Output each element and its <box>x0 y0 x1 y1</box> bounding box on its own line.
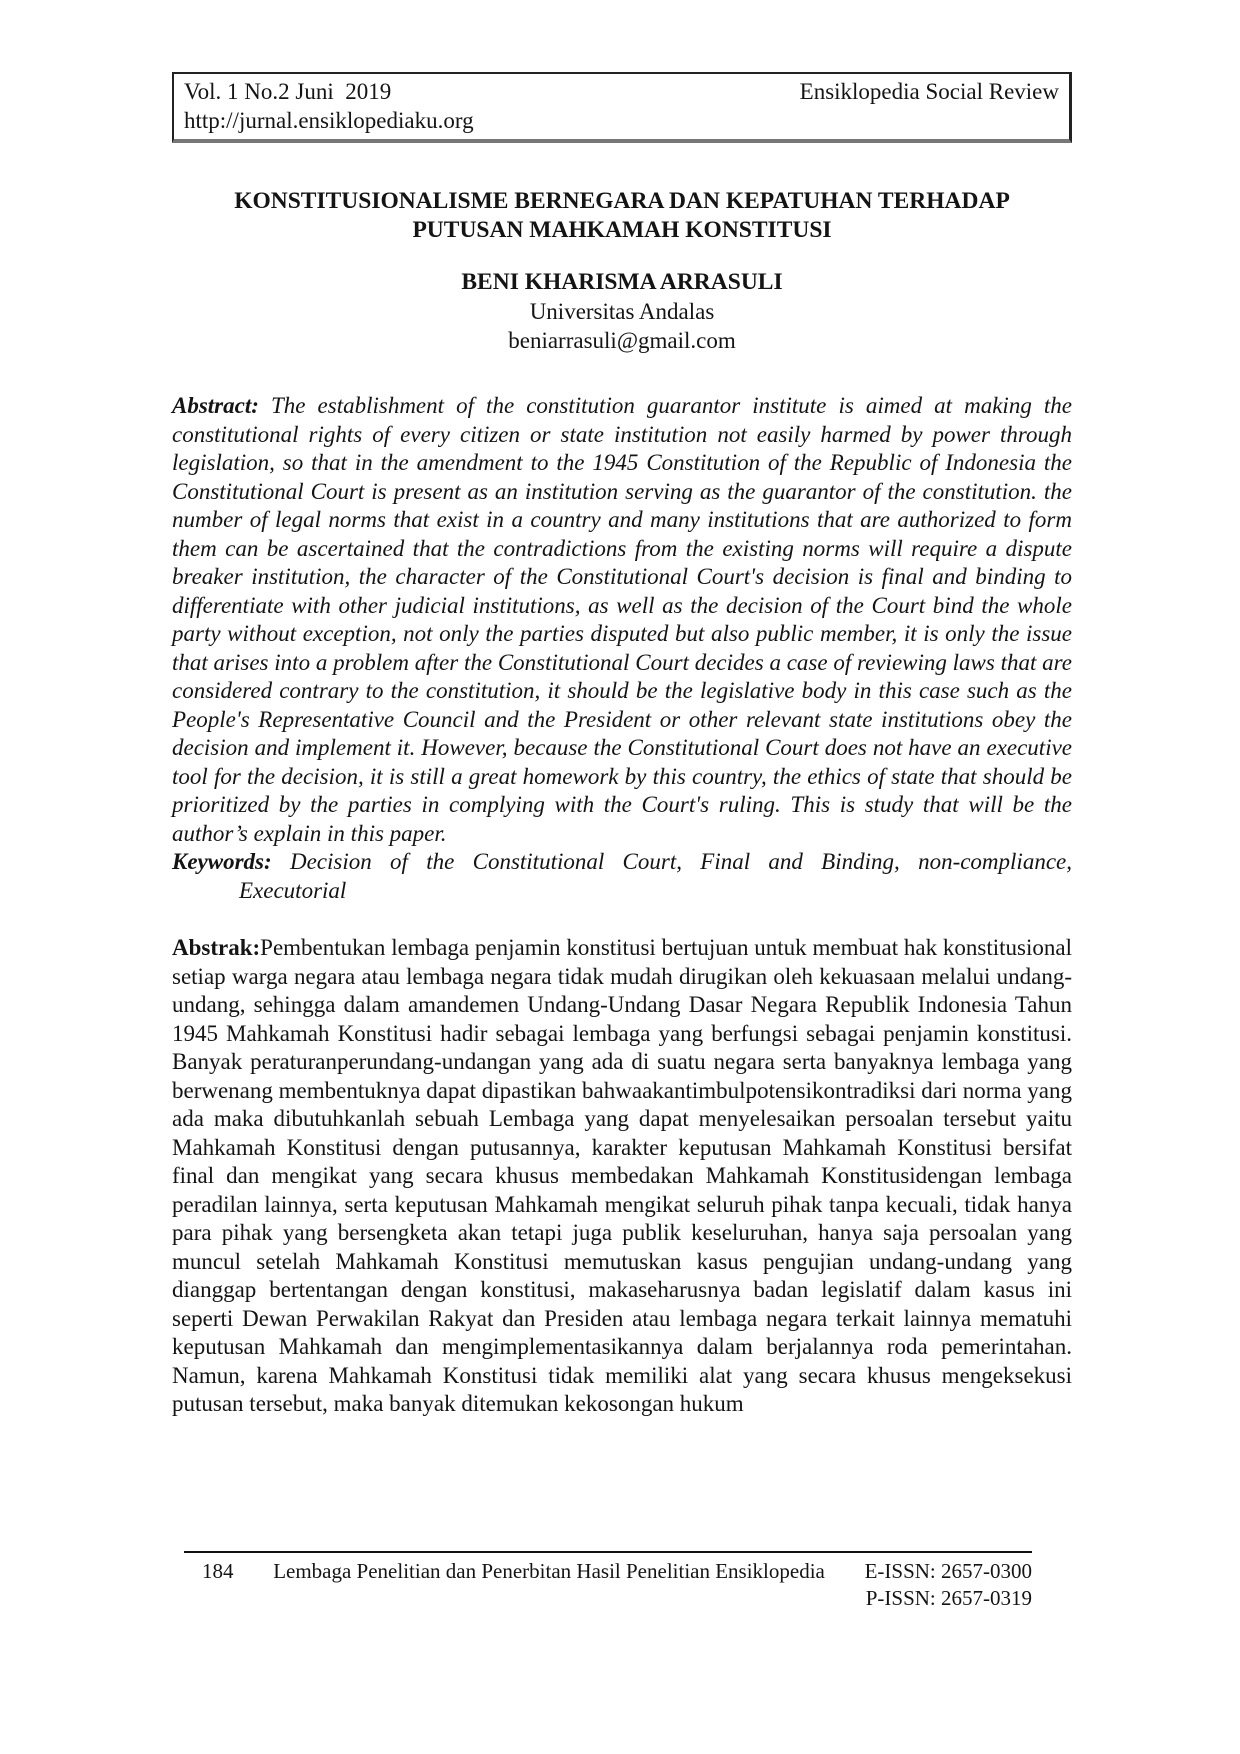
author-block <box>172 268 1072 355</box>
document-page <box>172 0 1072 1419</box>
abstrak-label: Abstrak: <box>172 935 261 960</box>
e-issn: E-ISSN: 2657-0300 <box>864 1559 1032 1583</box>
article-title-line1: KONSTITUSIONALISME BERNEGARA DAN KEPATUHAN TERHADAP <box>234 188 1010 214</box>
abstract-paragraph <box>172 392 1072 848</box>
footer-row <box>184 1553 1032 1612</box>
abstrak-text: Pembentukan lembaga penjamin konstitusi bertujuan untuk membuat hak konstitusional setiap warga negara atau lembaga negara tidak mudah dirugikan oleh kekuasaan melalui undang-undang, sehingga dalam amandemen Undang-Undang Dasar Negara Republik Indonesia Tahun 1945 Mahkamah Konstitusi hadir sebagai lembaga yang berfungsi sebagai penjamin konstitusi. Banyak peraturanperundang-undangan yang ada di suatu negara serta banyaknya lembaga yang berwenang membentuknya dapat dipastikan bahwaakantimbulpotensikontradiksi dari norma yang ada maka dibutuhkanlah sebuah Lembaga yang dapat menyelesaikan persoalan tersebut yaitu Mahkamah Konstitusi dengan putusannya, karakter keputusan Mahkamah Konstitusi bersifat final dan mengikat yang secara khusus membedakan Mahkamah Konstitusidengan lembaga peradilan lainnya, serta keputusan Mahkamah mengikat seluruh pihak tanpa kecuali, tidak hanya para pihak yang bersengketa akan tetapi juga publik keseluruhan, hanya saja persoalan yang muncul setelah Mahkamah Konstitusi memutuskan kasus pengujian undang-undang yang dianggap bertentangan dengan konstitusi, makaseharusnya badan legislatif dalam kasus ini seperti Dewan Perwakilan Rakyat dan Presiden atau lembaga negara terkait lainnya mematuhi keputusan Mahkamah dan mengimplementasikannya dalam berjalannya roda pemerintahan. Namun, karena Mahkamah Konstitusi tidak memiliki alat yang secara khusus mengeksekusi putusan tersebut, maka banyak ditemukan kekosongan hukum <box>172 935 1072 1416</box>
author-name: BENI KHARISMA ARRASULI <box>461 269 783 295</box>
keywords-label: Keywords: <box>172 849 272 874</box>
publisher-name: Lembaga Penelitian dan Penerbitan Hasil Penelitian Ensiklopedia <box>273 1559 825 1583</box>
volume-issue: Vol. 1 No.2 Juni 2019 <box>184 79 392 104</box>
keywords-paragraph <box>172 848 1072 905</box>
page-number: 184 <box>202 1559 234 1583</box>
author-affiliation: Universitas Andalas <box>529 299 715 324</box>
journal-url: http://jurnal.ensiklopediaku.org <box>184 108 474 133</box>
abstract-text: The establishment of the constitution guarantor institute is aimed at making the constitutional rights of every citizen or state institution not easily harmed by power through legislation, so that in the amendment to the 1945 Constitution of the Republic of Indonesia the Constitutional Court is present as an institution serving as the guarantor of the constitution. the number of legal norms that exist in a country and many institutions that are authorized to form them can be ascertained that the contradictions from the existing norms will require a dispute breaker institution, the character of the Constitutional Court's decision is final and binding to differentiate with other judicial institutions, as well as the decision of the Court bind the whole party without exception, not only the parties disputed but also public member, it is only the issue that arises into a problem after the Constitutional Court decides a case of reviewing laws that are considered contrary to the constitution, it should be the legislative body in this case such as the People's Representative Council and the President or other relevant state institutions obey the decision and implement it. However, because the Constitutional Court does not have an executive tool for the decision, it is still a great homework by this country, the ethics of state that should be prioritized by the parties in complying with the Court's ruling. This is study that will be the author’s explain in this paper. <box>172 393 1072 846</box>
journal-header-row <box>184 77 1059 106</box>
article-title-line2: PUTUSAN MAHKAMAH KONSTITUSI <box>412 217 832 243</box>
article-title <box>172 187 1072 245</box>
page-footer <box>184 1551 1032 1612</box>
abstrak-paragraph <box>172 934 1072 1419</box>
abstract-label: Abstract: <box>172 393 259 418</box>
author-email: beniarrasuli@gmail.com <box>508 328 736 353</box>
p-issn: P-ISSN: 2657-0319 <box>865 1586 1032 1610</box>
journal-name: Ensiklopedia Social Review <box>799 79 1059 104</box>
issn-block <box>865 1558 1032 1612</box>
journal-url-row <box>184 106 1059 135</box>
keywords-text: Decision of the Constitutional Court, Final and Binding, non-compliance, Executorial <box>239 849 1072 903</box>
journal-header-box <box>172 72 1072 143</box>
